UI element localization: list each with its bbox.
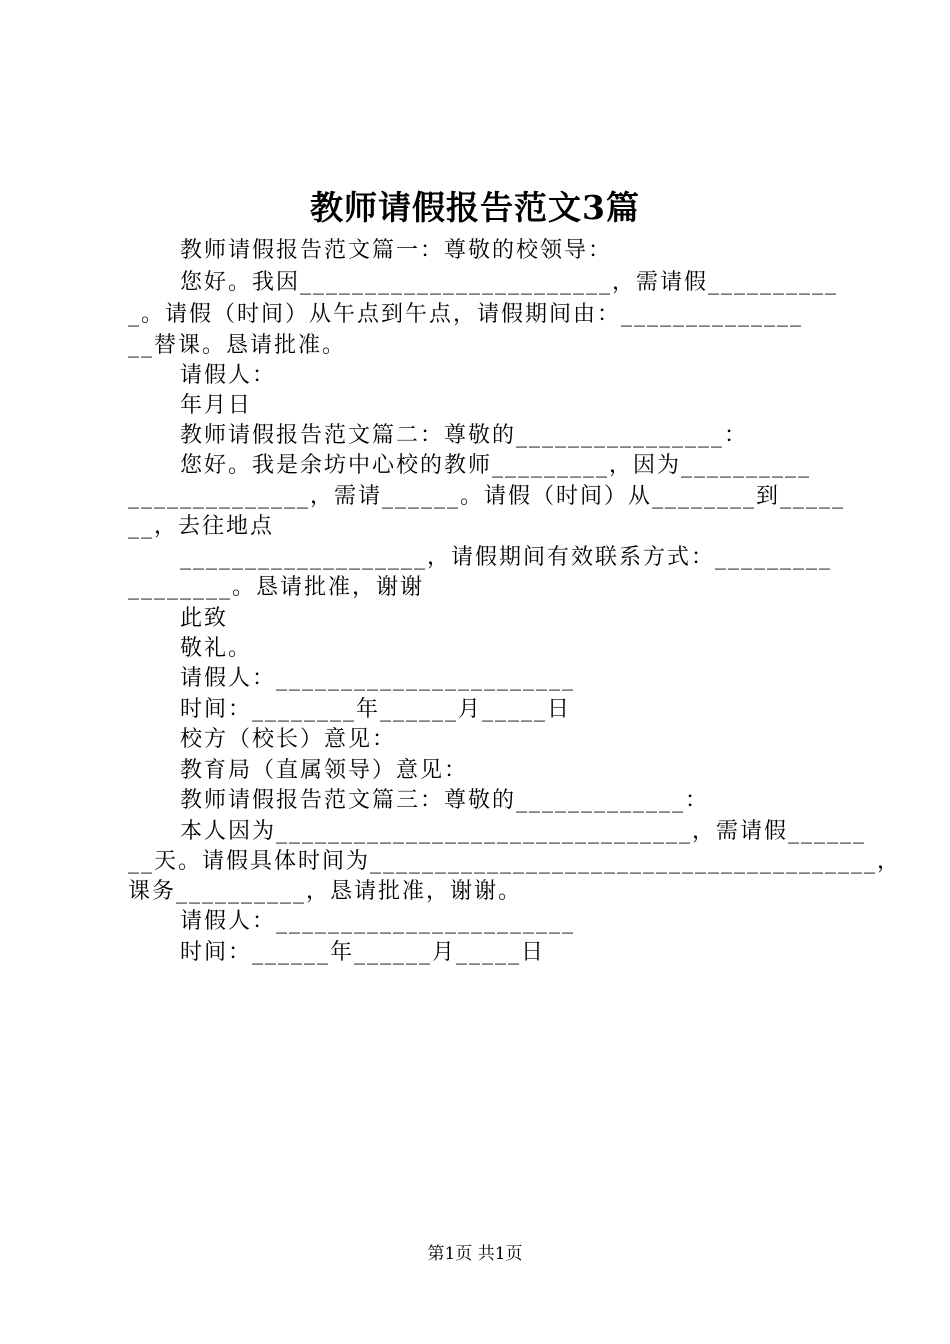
text-line: ___________________，请假期间有效联系方式：_________ — [180, 545, 833, 570]
text-line: 您好。我因________________________，需请假__________ — [180, 270, 839, 295]
text-line: 请假人： — [180, 363, 277, 388]
text-line: _。请假（时间）从午点到午点，请假期间由：______________ — [128, 302, 804, 327]
text-line: 教育局（直属领导）意见： — [180, 758, 469, 783]
text-line: __，去往地点 — [128, 514, 275, 539]
text-line: 课务__________，恳请批准，谢谢。 — [128, 879, 523, 904]
text-line: __天。请假具体时间为_______________________________________， — [128, 849, 902, 874]
page-footer: 第1页 共1页 — [427, 1244, 523, 1264]
text-line: ______________，需请______。请假（时间）从________到_____ — [128, 484, 846, 509]
text-line: __替课。恳请批准。 — [128, 333, 347, 358]
text-line: 时间：________年______月_____日 — [180, 697, 572, 722]
text-line: 敬礼。 — [180, 636, 253, 661]
text-line: 时间：______年______月_____日 — [180, 940, 546, 965]
text-line: 您好。我是余坊中心校的教师_________，因为__________ — [180, 453, 812, 478]
text-line: 年月日 — [180, 393, 253, 418]
text-line: 请假人：_______________________ — [180, 666, 576, 691]
text-line: 教师请假报告范文篇三：尊敬的_____________： — [180, 788, 710, 813]
text-line: ________。恳请批准，谢谢 — [128, 575, 425, 600]
text-line: 教师请假报告范文篇一：尊敬的校领导： — [180, 238, 613, 263]
text-line: 请假人：_______________________ — [180, 909, 576, 934]
text-line: 教师请假报告范文篇二：尊敬的________________： — [180, 423, 749, 448]
text-line: 本人因为________________________________，需请假______ — [180, 819, 867, 844]
text-line: 校方（校长）意见： — [180, 727, 397, 752]
document-title: 教师请假报告范文3篇 — [310, 188, 640, 227]
text-line: 此致 — [180, 606, 229, 631]
